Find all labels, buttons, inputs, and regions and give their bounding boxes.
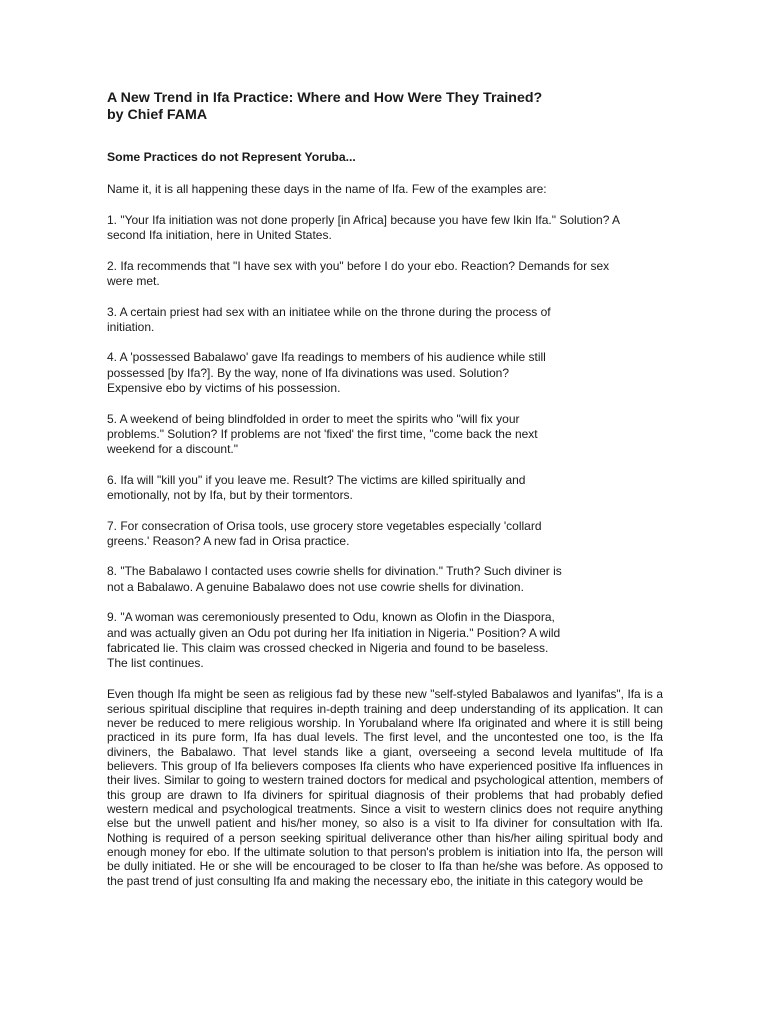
intro-paragraph: Name it, it is all happening these days in the name of Ifa. Few of the examples are: — [107, 182, 547, 196]
list-item: 8. "The Babalawo I contacted uses cowrie shells for divination." Truth? Such diviner is not a Babalawo. A genuine Babalawo does not use cowrie shells for divination. — [107, 564, 562, 594]
examples-list — [107, 213, 663, 671]
list-item: 3. A certain priest had sex with an initiatee while on the throne during the process of initiation. — [107, 304, 551, 334]
list-item: 2. Ifa recommends that "I have sex with you" before I do your ebo. Reaction? Demands for sex were met. — [107, 258, 610, 288]
list-item: 9. "A woman was ceremoniously presented to Odu, known as Olofin in the Diaspora, and was actually given an Odu pot during her Ifa initiation in Nigeria." Position? A wild fabricated lie. This claim was crossed checked in Nigeria and found to be baseless. The list continues. — [107, 610, 561, 670]
document-title — [107, 90, 663, 124]
list-item: 7. For consecration of Orisa tools, use grocery store vegetables especially 'collard greens.' Reason? A new fad in Orisa practice. — [107, 518, 542, 548]
document-page — [107, 90, 663, 888]
list-item: 1. "Your Ifa initiation was not done properly [in Africa] because you have few Ikin Ifa." Solution? A second Ifa initiation, here in United States. — [107, 212, 621, 242]
list-item: 5. A weekend of being blindfolded in order to meet the spirits who "will fix your problems." Solution? If problems are not 'fixed' the first time, "come back the next weekend for a discount." — [107, 411, 538, 456]
title-line-1: A New Trend in Ifa Practice: Where and How Were They Trained? — [107, 90, 543, 106]
list-item: 6. Ifa will "kill you" if you leave me. Result? The victims are killed spiritually and emotionally, not by Ifa, but by their tormentors. — [107, 472, 526, 502]
body-paragraph: Even though Ifa might be seen as religious fad by these new "self-styled Babalawos and Iyanifas", Ifa is a serious spiritual discipline that requires in-depth training and deep understanding of its application. It can never be reduced to mere religious worship. In Yorubaland where Ifa originated and where it is still being practiced in its pure form, Ifa has dual levels. The first level, and the uncontested one too, is the Ifa diviners, the Babalawo. That level stands like a giant, overseeing a second levela multitude of Ifa believers. This group of Ifa believers composes Ifa clients who have experienced positive Ifa influences in their lives. Similar to going to western trained doctors for medical and psychological attention, members of this group are drawn to Ifa diviners for spiritual diagnosis of their problems that had probably defied western medical and psychological treatments. Since a visit to western clinics does not require anything else but the unwell patient and his/her money, so also is a visit to Ifa diviner for consultation with Ifa. Nothing is required of a person seeking spiritual deliverance other than his/her ailing spiritual body and enough money for ebo. If the ultimate solution to that person's problem is initiation into Ifa, the person will be dully initiated. He or she will be encouraged to be closer to Ifa than he/she was before. As opposed to the past trend of just consulting Ifa and making the necessary ebo, the initiate in this category would be — [107, 687, 663, 888]
list-item: 4. A 'possessed Babalawo' gave Ifa readings to members of his audience while still possessed [by Ifa?]. By the way, none of Ifa divinations was used. Solution? Expensive ebo by victims of his possession. — [107, 350, 546, 395]
section-subheading: Some Practices do not Represent Yoruba... — [107, 150, 356, 164]
author-byline: by Chief FAMA — [107, 107, 208, 123]
